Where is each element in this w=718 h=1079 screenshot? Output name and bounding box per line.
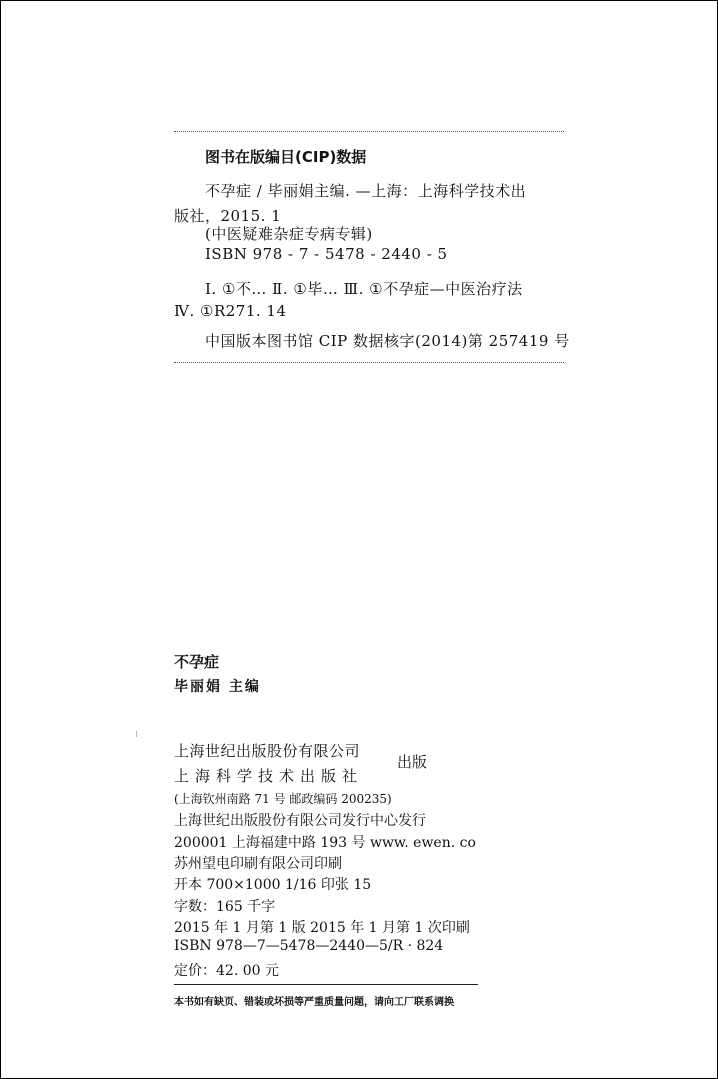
cip-top-divider	[174, 131, 564, 132]
publisher-line-2: 上海科学技术出版社	[174, 767, 364, 785]
scan-mark	[136, 731, 137, 737]
printer: 苏州望电印刷有限公司印刷	[174, 856, 342, 872]
book-title: 不孕症	[174, 653, 220, 671]
cip-line-2: 版社，2015. 1	[174, 207, 282, 225]
cip-line-6: Ⅳ. ①R271. 14	[174, 302, 287, 320]
publisher-address: (上海钦州南路 71 号 邮政编码 200235)	[174, 792, 392, 806]
distributor: 上海世纪出版股份有限公司发行中心发行	[174, 813, 426, 829]
notice-divider	[174, 984, 478, 985]
distributor-address: 200001 上海福建中路 193 号 www. ewen. co	[174, 835, 476, 851]
publisher-suffix: 出版	[397, 753, 428, 771]
isbn-line: ISBN 978—7—5478—2440—5/R · 824	[174, 938, 444, 954]
word-count: 字数：165 千字	[174, 899, 276, 915]
quality-notice: 本书如有缺页、错装或坏损等严重质量问题，请向工厂联系调换	[174, 997, 454, 1008]
cip-line-3: (中医疑难杂症专病专辑)	[205, 225, 373, 243]
cip-line-5: Ⅰ. ①不… Ⅱ. ①毕… Ⅲ. ①不孕症—中医治疗法	[205, 280, 523, 298]
book-editor: 毕丽娟 主编	[174, 679, 261, 695]
cip-line-1: 不孕症 / 毕丽娟主编. —上海：上海科学技术出	[205, 182, 527, 200]
publisher-line-1: 上海世纪出版股份有限公司	[174, 742, 361, 760]
cip-line-4: ISBN 978 - 7 - 5478 - 2440 - 5	[205, 245, 448, 263]
cip-title: 图书在版编目(CIP)数据	[205, 148, 367, 166]
format-info: 开本 700×1000 1/16 印张 15	[174, 877, 372, 893]
price: 定价：42. 00 元	[174, 963, 279, 979]
cip-line-7: 中国版本图书馆 CIP 数据核字(2014)第 257419 号	[205, 332, 570, 350]
edition-info: 2015 年 1 月第 1 版 2015 年 1 月第 1 次印刷	[174, 920, 470, 936]
cip-bottom-divider	[174, 362, 564, 363]
